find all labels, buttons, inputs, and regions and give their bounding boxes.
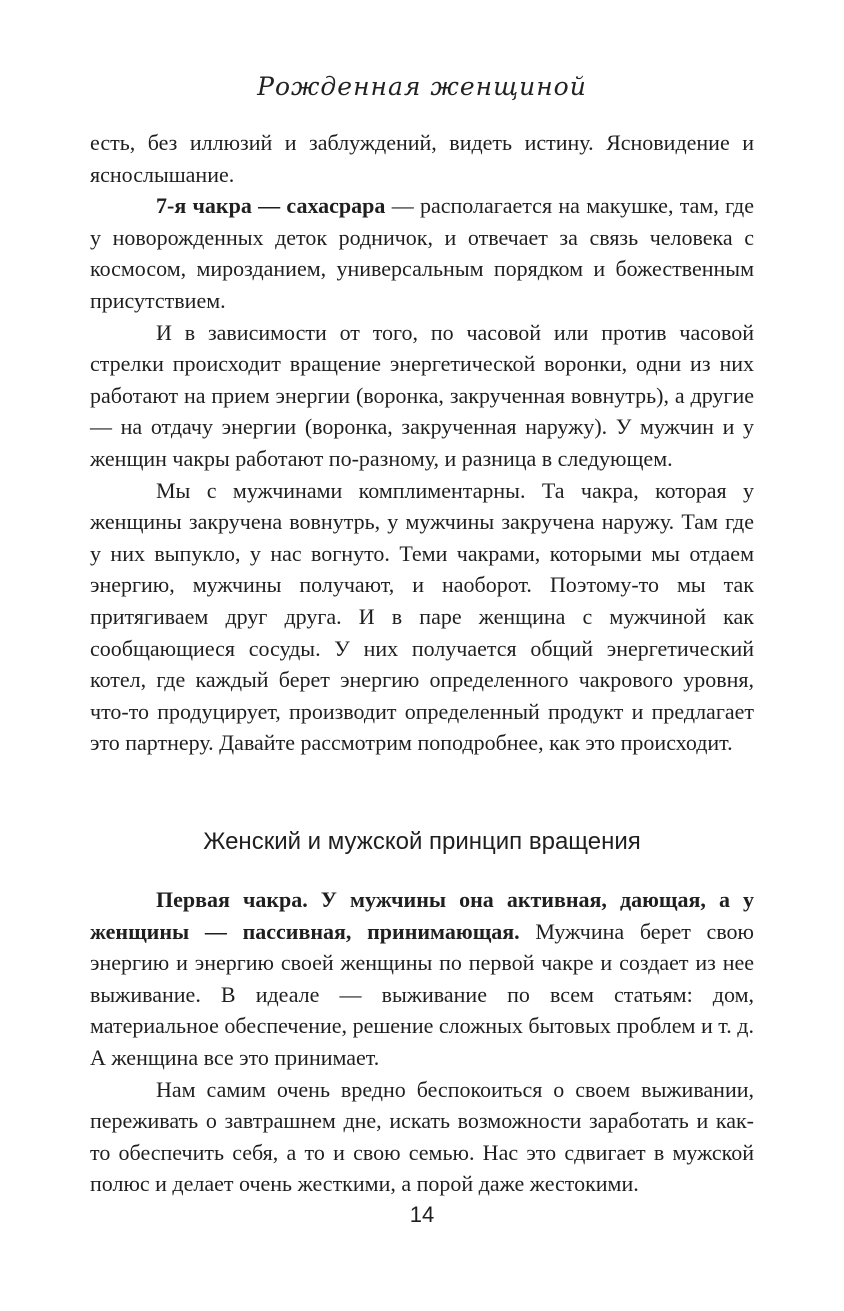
paragraph-text: — располагается на макушке, там, где у новорожденных деток родничок, и отвечает за связь человека с космосом, мирозданием, универсальным порядком и божественным присутствием. <box>90 193 754 313</box>
running-head: Рожденная женщиной <box>257 72 587 101</box>
paragraph-text: Мужчина берет свою энергию и энергию своей женщины по первой чакре и создает из нее выживание. В идеале — выживание по всем статьям: дом, материальное обеспечение, решение сложных бытовых проблем и т. д. А женщина все это принимает. <box>90 918 754 1070</box>
paragraph-text: И в зависимости от того, по часовой или против часовой стрелки происходит вращение энергетической воронки, одни из них работают на прием энергии (воронка, закрученная вовнутрь), а другие — на отдачу энергии (воронка, закрученная наружу). У мужчин и у женщин чакры работают по-разному, и разница в следующем. <box>90 319 754 471</box>
paragraph-complementary <box>90 475 754 759</box>
paragraph-bold-lead: Первая чакра. У мужчины она активная, дающая, а у женщины — пассивная, принимающая. <box>90 887 754 944</box>
paragraph-continuation <box>90 127 754 190</box>
section-body-text <box>90 884 754 1200</box>
paragraph-text: есть, без иллюзий и заблуждений, видеть истину. Ясновидение и яснослышание. <box>90 130 754 187</box>
paragraph-rotation <box>90 317 754 475</box>
paragraph-text: Нам самим очень вредно беспокоиться о своем выживании, переживать о завтрашнем дне, искать возможности заработать и как-то обеспечить себя, а то и свою семью. Нас это сдвигает в мужской полюс и делает очень жесткими, а порой даже жестокими. <box>90 1076 754 1197</box>
paragraph-text: Мы с мужчинами комплиментарны. Та чакра, которая у женщины закручена вовнутрь, у мужчины закручена наружу. Там где у них выпукло, у нас вогнуто. Теми чакрами, которыми мы отдаем энергию, мужчины получают, и наоборот. Поэтому-то мы так притягиваем друг друга. И в паре женщина с мужчиной как сообщающиеся сосуды. У них получается общий энергетический котел, где каждый берет энергию определенного чакрового уровня, что-то продуцирует, производит определенный продукт и предлагает это партнеру. Давайте рассмотрим поподробнее, как это происходит. <box>90 477 754 756</box>
page-number: 14 <box>409 1202 435 1227</box>
paragraph-seventh-chakra <box>90 190 754 316</box>
body-text <box>90 127 754 759</box>
paragraph-first-chakra <box>90 884 754 1074</box>
paragraph-bold-lead: 7-я чакра — сахасрара <box>156 193 386 219</box>
paragraph-survival <box>90 1074 754 1200</box>
section-heading: Женский и мужской принцип вращения <box>203 828 641 855</box>
